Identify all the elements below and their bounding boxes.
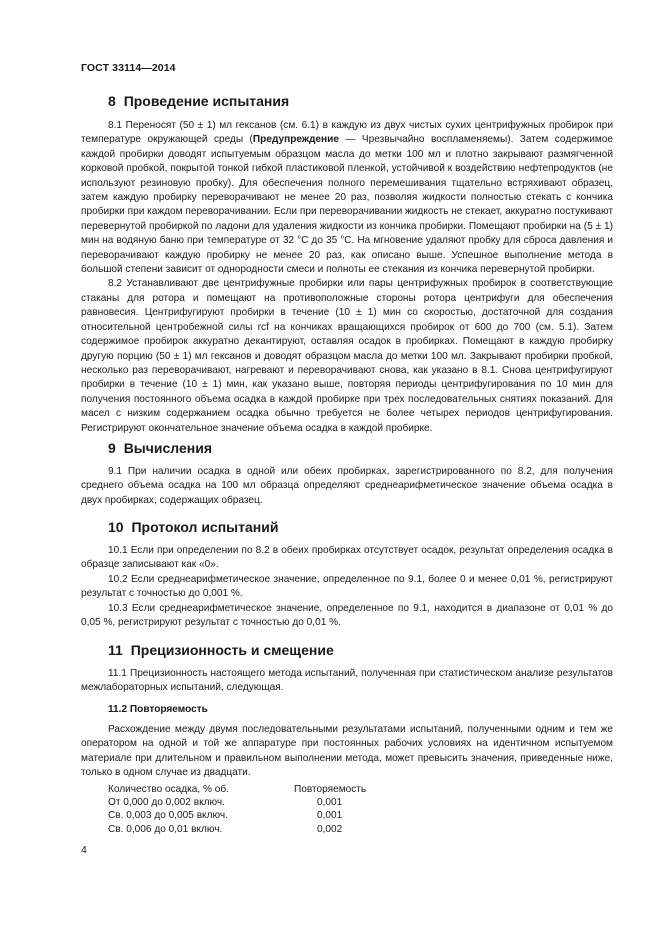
repeatability-table [108, 783, 437, 836]
section-10 [81, 519, 613, 630]
paragraph-text: 8.1 Переносят (50 ± 1) мл гексанов (см. 6.1) в каждую из двух чистых сухих центрифужных пробирок при температуре окружающей среды ( [81, 120, 613, 146]
section-title-text: Протокол испытаний [131, 519, 279, 535]
table-cell: Св. 0,003 до 0,005 включ. [108, 810, 228, 822]
section-number: 9 [108, 440, 116, 456]
paragraph-text: — Чрезвычайно воспламеняемы). Затем содержимое каждой пробирки доводят испытуемым образцом масла до метки 100 мл и плотно закрывают размягченной корковой пробкой, покрытой тонкой гибкой пластиковой пленкой, устойчивой к воздействию нефтепродуктов (не используют резиновую пробку). Для обеспечения полного перемешивания тщательно встряхивают образец, затем каждую пробирку переворачивают не менее 20 раз, позволяя жидкости полностью стекать с кончика пробирки при каждом переворачивании. Если при переворачивании жидкость не стекает, аккуратно постукивают перевернутой пробиркой по ладони для удаления жидкости из кончика пробирки. Помещают пробирки на (5 ± 1) мин на водяную баню при температуре от 32 °C до 35 °C. На мгновение удаляют пробку для сброса давления и переворачивают каждую пробирку не менее 20 раз, как описано выше. Успешное выполнение метода в большой степени зависит от однородности смеси и полноты ее стекания из кончика перевернутой пробирки. [81, 134, 613, 276]
table-row [108, 823, 437, 836]
section-9-title [81, 440, 613, 456]
section-number: 11 [108, 642, 123, 658]
table-row [108, 796, 437, 809]
table-row [108, 809, 437, 822]
paragraph-10-3: 10.3 Если среднеарифметическое значение, определенное по 9.1, находится в диапазоне от 0,01 % до 0,05 %, регистрируют результат с точностью до 0,01 %. [81, 602, 613, 629]
warning-label: Предупреждение [252, 134, 339, 146]
section-8-title [81, 93, 613, 109]
document-header: ГОСТ 33114—2014 [81, 62, 176, 74]
paragraph-11-1: 11.1 Прецизионность настоящего метода испытаний, полученная при статистическом анализе результатов межлабораторных испытаний, следующая. [81, 668, 613, 694]
paragraph-9-1: 9.1 При наличии осадка в одной или обеих пробирках, зарегистрированного по 8.2, для получения среднего объема осадка на 100 мл образца определяют среднеарифметическое значение объема осадка в двух пробирках, содержащих образец. [81, 466, 613, 506]
section-11 [81, 642, 613, 780]
section-title-text: Проведение испытания [123, 93, 290, 109]
paragraph-10-1: 10.1 Если при определении по 8.2 в обеих пробирках отсутствует осадок, результат определения осадка в образце записывают как «0». [81, 545, 613, 571]
paragraph-8-2: 8.2 Устанавливают две центрифужные пробирки или пары центрифужных пробирок в соответствующие стаканы для ротора и помещают на противоположные стороны ротора центрифуги для обеспечения равновесия. Центрифугируют пробирки в течение (10 ± 1) мин со скоростью, достаточной для создания относительной центробежной силы rcf на кончиках вращающихся пробирок от 600 до 700 (см. 5.1). Затем содержимое пробирок аккуратно декантируют, оставляя осадок в пробирках. Помещают в каждую пробирку другую порцию (50 ± 1) мл гексанов и доводят образцом масла до метки 100 мл. Закрывают пробирки пробкой, несколько раз переворачивают, нагревают и переворачивают снова, как указано в 8.1. Снова центрифугируют пробирки в течение (10 ± 1) мин, как указано выше, повторяя периоды центрифугирования по 10 мин для получения постоянного объема осадка в каждой пробирке при трех последовательных снятиях показаний. Для масел с низким содержанием осадка обычно требуется не более четырех периодов центрифугирования. Регистрируют окончательное значение объема осадка в каждой пробирке. [81, 278, 613, 434]
section-title-text: Вычисления [123, 440, 213, 456]
section-title-text: Прецизионность и смещение [130, 642, 334, 658]
table-header-cell: Повторяемость [294, 784, 367, 795]
paragraph-8-1 [81, 119, 613, 277]
subsection-11-2-title: 11.2 Повторяемость [108, 703, 208, 715]
section-11-title [81, 642, 613, 658]
table-cell: 0,001 [317, 797, 343, 809]
section-number: 10 [108, 519, 124, 535]
section-number: 8 [108, 93, 116, 109]
section-10-title [81, 519, 613, 535]
section-8 [81, 93, 613, 436]
table-cell: 0,002 [317, 823, 343, 835]
section-9 [81, 440, 613, 508]
paragraph-10-2: 10.2 Если среднеарифметическое значение, определенное по 9.1, более 0 и менее 0,01 %, регистрируют результат с точностью до 0,001 %. [81, 573, 613, 600]
table-cell: Св. 0,006 до 0,01 включ. [108, 823, 223, 835]
table-cell: 0,001 [317, 810, 343, 822]
page-number: 4 [81, 844, 87, 856]
table-cell: От 0,000 до 0,002 включ. [108, 797, 225, 809]
table-header-cell: Количество осадка, % об. [108, 784, 230, 795]
paragraph-11-2: Расхождение между двумя последовательными результатами испытаний, полученными одним и тем же оператором на одной и той же аппаратуре при постоянных рабочих условиях на идентичном испытуемом материале при длительном и правильном выполнении метода, может превысить значения, приведенные ниже, только в одном случае из двадцати. [81, 723, 613, 779]
table-header-row [108, 783, 437, 796]
